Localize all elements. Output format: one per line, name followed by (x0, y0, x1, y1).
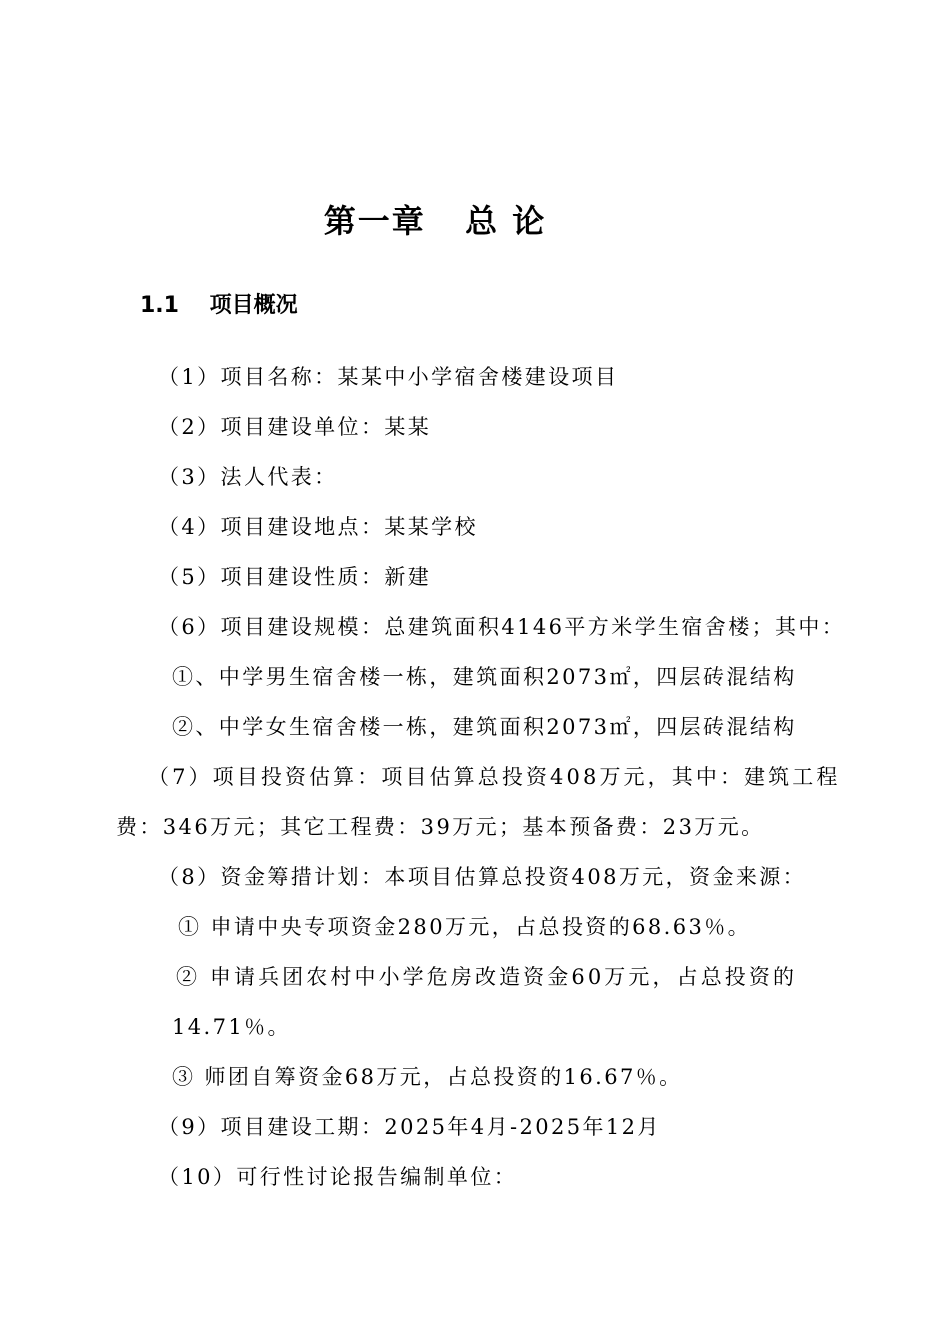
construction-unit-line: （2）项目建设单位：某某 (158, 415, 432, 439)
construction-period-line: （9）项目建设工期：2025年4月-2025年12月 (158, 1115, 661, 1139)
renovation-funding-line: ② 申请兵团农村中小学危房改造资金60万元，占总投资的 (176, 965, 798, 989)
funding-plan-line: （8）资金筹措计划：本项目估算总投资408万元，资金来源： (158, 865, 807, 889)
girls-dormitory-line: ②、中学女生宿舍楼一栋，建筑面积2073㎡，四层砖混结构 (172, 715, 797, 739)
boys-dormitory-line: ①、中学男生宿舍楼一栋，建筑面积2073㎡，四层砖混结构 (172, 665, 797, 689)
project-name-line: （1）项目名称：某某中小学宿舍楼建设项目 (158, 365, 619, 389)
investment-estimate-line: （7）项目投资估算：项目估算总投资408万元，其中：建筑工程 (148, 765, 841, 789)
construction-nature-line: （5）项目建设性质：新建 (158, 565, 432, 589)
investment-breakdown-line: 费：346万元；其它工程费：39万元；基本预备费：23万元。 (116, 815, 765, 839)
renovation-funding-percent-line: 14.71％。 (172, 1015, 291, 1039)
construction-location-line: （4）项目建设地点：某某学校 (158, 515, 478, 539)
self-raised-funding-line: ③ 师团自筹资金68万元，占总投资的16.67％。 (172, 1065, 683, 1089)
report-preparer-line: （10）可行性讨论报告编制单位： (158, 1165, 518, 1189)
central-funding-line: ① 申请中央专项资金280万元，占总投资的68.63％。 (178, 915, 752, 939)
section-heading: 1.1 项目概况 (140, 293, 298, 318)
chapter-title: 第一章 总 论 (323, 202, 547, 240)
construction-scale-line: （6）项目建设规模：总建筑面积4146平方米学生宿舍楼；其中： (158, 615, 846, 639)
legal-representative-line: （3）法人代表： (158, 465, 338, 489)
